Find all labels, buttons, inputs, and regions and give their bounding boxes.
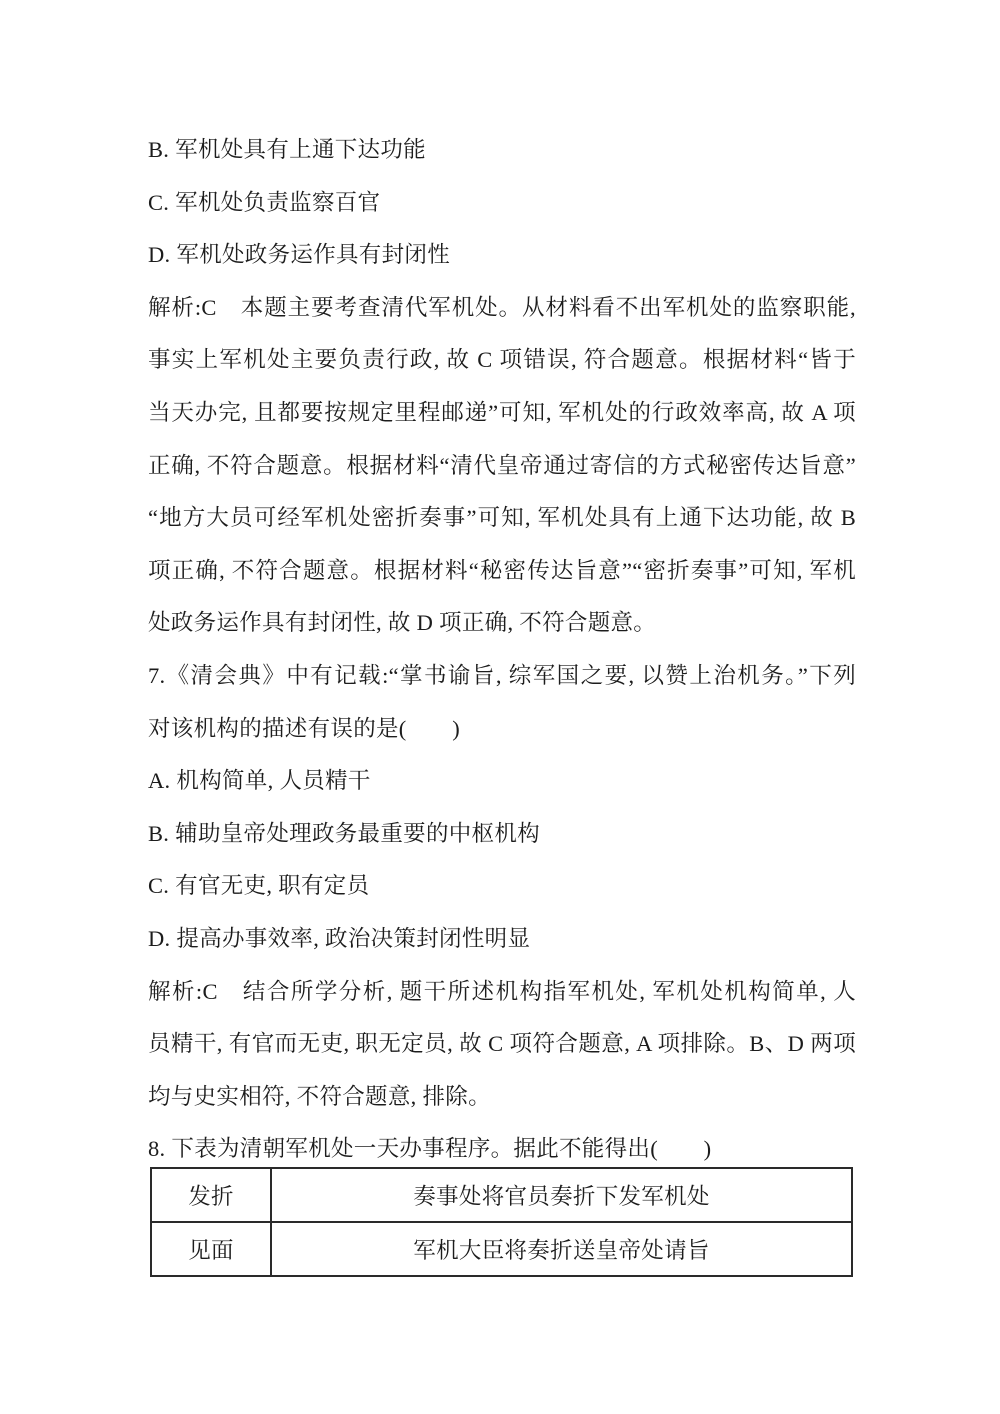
q6-analysis-line-3: 当天办完, 且都要按规定里程邮递”可知, 军机处的行政效率高, 故 A 项 (148, 399, 856, 425)
q7-stem-line-1: 7.《清会典》中有记载:“掌书谕旨, 综军国之要, 以赞上治机务。”下列 (148, 662, 856, 688)
table-cell-desc: 军机大臣将奏折送皇帝处请旨 (271, 1222, 852, 1276)
q7-option-d: D. 提高办事效率, 政治决策封闭性明显 (148, 925, 531, 951)
q6-analysis-line-6: 项正确, 不符合题意。根据材料“秘密传达旨意”“密折奏事”可知, 军机 (148, 557, 856, 583)
q6-option-c: C. 军机处负责监察百官 (148, 189, 381, 215)
q7-analysis-line-3: 均与史实相符, 不符合题意, 排除。 (148, 1083, 491, 1109)
q6-analysis-line-1: 解析:C 本题主要考查清代军机处。从材料看不出军机处的监察职能, (148, 294, 856, 320)
table-row (151, 1168, 852, 1222)
table-cell-desc: 奏事处将官员奏折下发军机处 (271, 1168, 852, 1222)
q8-procedure-table (150, 1167, 853, 1277)
q7-option-c: C. 有官无吏, 职有定员 (148, 873, 370, 899)
table-cell-step: 见面 (151, 1222, 271, 1276)
q7-option-b: B. 辅助皇帝处理政务最重要的中枢机构 (148, 820, 540, 846)
q8-stem: 8. 下表为清朝军机处一天办事程序。据此不能得出( ) (148, 1136, 712, 1162)
q7-analysis-line-2: 员精干, 有官而无吏, 职无定员, 故 C 项符合题意, A 项排除。B、D 两项 (148, 1031, 856, 1057)
q6-analysis-line-5: “地方大员可经军机处密折奏事”可知, 军机处具有上通下达功能, 故 B (148, 505, 856, 531)
q6-analysis-line-4: 正确, 不符合题意。根据材料“清代皇帝通过寄信的方式秘密传达旨意” (148, 452, 856, 478)
q7-option-a: A. 机构简单, 人员精干 (148, 768, 371, 794)
q6-option-d: D. 军机处政务运作具有封闭性 (148, 242, 450, 268)
table-cell-step: 发折 (151, 1168, 271, 1222)
q6-analysis-line-7: 处政务运作具有封闭性, 故 D 项正确, 不符合题意。 (148, 610, 657, 636)
q7-analysis-line-1: 解析:C 结合所学分析, 题干所述机构指军机处, 军机处机构简单, 人 (148, 978, 856, 1004)
document-text-block (148, 124, 856, 1176)
table-row (151, 1222, 852, 1276)
q7-stem-line-2: 对该机构的描述有误的是( ) (148, 715, 460, 741)
q6-analysis-line-2: 事实上军机处主要负责行政, 故 C 项错误, 符合题意。根据材料“皆于 (148, 347, 856, 373)
q6-option-b: B. 军机处具有上通下达功能 (148, 137, 426, 162)
